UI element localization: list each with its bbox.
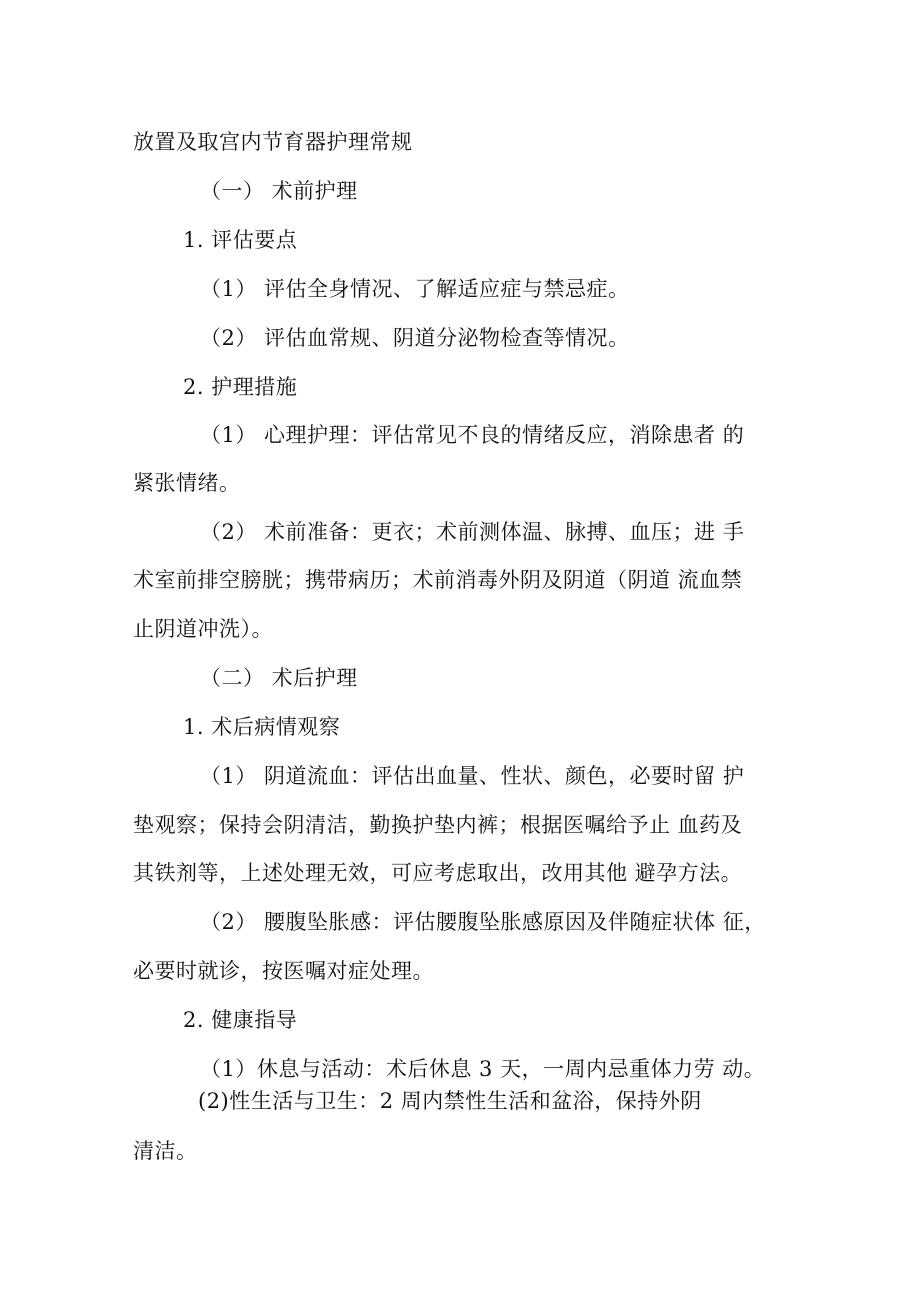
subheading-health-guidance: 2. 健康指导 [183,1008,298,1032]
paragraph-line: （2） 评估血常规、阴道分泌物检查等情况。 [200,326,630,350]
paragraph-line: （2） 腰腹坠胀感：评估腰腹坠胀感原因及伴随症状体 征， [200,910,766,934]
paragraph-line: 清洁。 [133,1139,198,1163]
subheading-observation: 1. 术后病情观察 [183,715,341,739]
paragraph-line: 其铁剂等，上述处理无效，可应考虑取出，改用其他 避孕方法。 [133,861,743,885]
paragraph-line: （1）休息与活动：术后休息 3 天，一周内忌重体力劳 动。 [200,1057,766,1081]
paragraph-line: （1） 心理护理：评估常见不良的情绪反应，消除患者 的 [200,423,745,447]
paragraph-line: 紧张情绪。 [133,471,241,495]
subheading-nursing-measures: 2. 护理措施 [183,375,298,399]
paragraph-line: 术室前排空膀胱；携带病历；术前消毒外阴及阴道（阴道 流血禁 [133,568,743,592]
paragraph-line: （2） 术前准备：更衣；术前测体温、脉搏、血压；进 手 [200,520,745,544]
page-title: 放置及取宫内节育器护理常规 [133,130,413,154]
paragraph-line: (2)性生活与卫生：2 周内禁性生活和盆浴，保持外阴 [198,1089,702,1113]
subheading-assessment: 1. 评估要点 [183,228,298,252]
paragraph-line: （1） 评估全身情况、了解适应症与禁忌症。 [200,277,630,301]
section-heading-preop: （一） 术前护理 [200,179,358,203]
paragraph-line: 必要时就诊，按医嘱对症处理。 [133,959,434,983]
paragraph-line: 垫观察；保持会阴清洁，勤换护垫内裤；根据医嘱给予止 血药及 [133,813,743,837]
section-heading-postop: （二） 术后护理 [200,666,358,690]
paragraph-line: 止阴道冲洗）。 [133,617,273,641]
paragraph-line: （1） 阴道流血：评估出血量、性状、颜色，必要时留 护 [200,764,745,788]
